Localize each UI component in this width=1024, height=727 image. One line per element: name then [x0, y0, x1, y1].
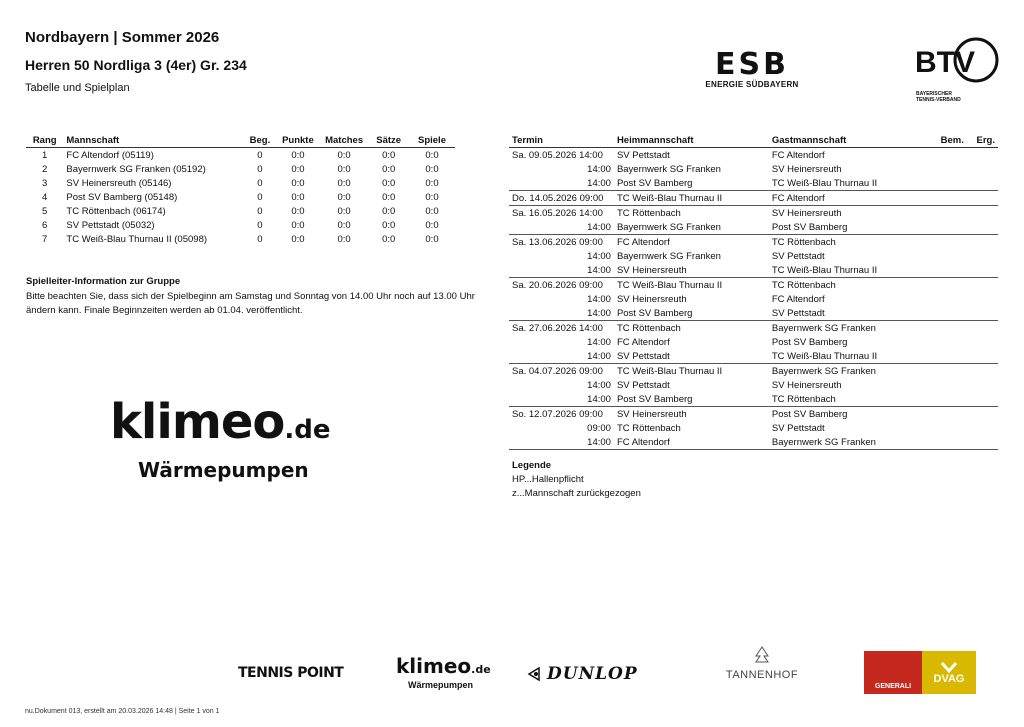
- schedule-row: [509, 176, 998, 191]
- schedule-header-erg: Erg.: [967, 133, 998, 148]
- btv-logo: [912, 36, 1002, 102]
- schedule-cell-gast: SV Pettstadt: [771, 250, 825, 262]
- standings-cell-rang: 4: [42, 191, 48, 203]
- schedule-cell-gast: SV Pettstadt: [769, 306, 923, 321]
- tannenhof-logo-text: TANNENHOF: [725, 669, 799, 681]
- schedule-cell-termin: Sa. 04.07.2026 09:00: [512, 365, 603, 377]
- standings-cell-spiele: 0:0: [425, 163, 439, 175]
- standings-table: [26, 133, 455, 246]
- schedule-cell-gast: TC Weiß-Blau Thurnau II: [769, 263, 923, 278]
- standings-row: [26, 162, 455, 176]
- standings-cell-spiele: 0:0: [425, 205, 439, 217]
- schedule-row: [509, 263, 998, 278]
- schedule-cell-bem: [923, 321, 967, 336]
- schedule-row: [509, 235, 998, 250]
- standings-cell-matches: 0:0: [337, 163, 351, 175]
- legend-item-z: z...Mannschaft zurückgezogen: [512, 488, 641, 499]
- schedule-row: [509, 278, 998, 293]
- schedule-row: [509, 378, 998, 392]
- standings-cell-rang: 6: [42, 219, 48, 231]
- standings-row: [26, 148, 455, 163]
- standings-cell-mannschaft: Post SV Bamberg (05148): [66, 191, 178, 203]
- standings-cell-matches: 0:0: [337, 149, 351, 161]
- btv-logo-sub2: TENNIS-VERBAND: [916, 97, 961, 103]
- schedule-header-row: [509, 133, 998, 148]
- schedule-cell-bem: [923, 364, 967, 379]
- schedule-cell-bem: [923, 148, 967, 163]
- schedule-cell-termin: Do. 14.05.2026 09:00: [509, 191, 614, 206]
- tannenhof-tree-icon: [754, 646, 770, 664]
- schedule-header-gast: Gastmannschaft: [769, 133, 923, 148]
- standings-cell-rang: 7: [42, 233, 48, 245]
- schedule-cell-termin: So. 12.07.2026 09:00: [512, 408, 603, 420]
- schedule-cell-bem: [923, 392, 967, 407]
- info-text-line1: Bitte beachten Sie, dass sich der Spielbeginn am Samstag und Sonntag von 14.00 Uhr noch auf 13.00 Uhr: [26, 291, 475, 302]
- schedule-row: [509, 435, 998, 450]
- schedule-cell-heim: Post SV Bamberg: [614, 306, 769, 321]
- standings-cell-punkte: 0:0: [291, 149, 305, 161]
- standings-cell-saetze: 0:0: [382, 163, 396, 175]
- schedule-cell-bem: [923, 206, 967, 221]
- schedule-cell-heim: Bayernwerk SG Franken: [616, 250, 721, 262]
- dunlop-logo-text: DUNLOP: [547, 664, 638, 684]
- standings-cell-beg: 0: [257, 205, 263, 217]
- schedule-row: [509, 335, 998, 349]
- standings-cell-spiele: 0:0: [425, 149, 439, 161]
- schedule-cell-heim: SV Heinersreuth: [614, 263, 769, 278]
- standings-row: [26, 204, 455, 218]
- info-text-line2: ändern kann. Finale Beginnzeiten werden ab 01.04. veröffentlicht.: [26, 305, 303, 316]
- standings-header-mannschaft: Mannschaft: [63, 133, 243, 148]
- btv-logo-sub1: BAYERISCHER: [916, 91, 952, 97]
- standings-cell-rang: 1: [42, 149, 48, 161]
- standings-cell-mannschaft: SV Heinersreuth (05146): [66, 177, 172, 189]
- schedule-row: [509, 306, 998, 321]
- schedule-cell-termin: 14:00: [587, 336, 611, 348]
- schedule-cell-gast: TC Weiß-Blau Thurnau II: [769, 349, 923, 364]
- btv-logo-main: BTV: [915, 46, 975, 79]
- schedule-cell-termin: 14:00: [509, 349, 614, 364]
- dvag-chevron-icon: [940, 661, 958, 673]
- schedule-cell-heim: SV Heinersreuth: [616, 408, 687, 420]
- schedule-cell-bem: [923, 378, 967, 392]
- schedule-cell-bem: [923, 335, 967, 349]
- schedule-cell-erg: [967, 249, 998, 263]
- standings-cell-saetze: 0:0: [382, 219, 396, 231]
- schedule-cell-termin: 14:00: [509, 176, 614, 191]
- sponsor-klimeo-logo: [396, 654, 491, 690]
- schedule-row: [509, 364, 998, 379]
- sponsor-tennispoint-logo: [238, 660, 353, 686]
- schedule-cell-heim: FC Altendorf: [616, 236, 670, 248]
- standings-cell-mannschaft: TC Röttenbach (06174): [66, 205, 166, 217]
- schedule-cell-gast: TC Röttenbach: [769, 392, 923, 407]
- schedule-cell-erg: [967, 378, 998, 392]
- schedule-cell-erg: [967, 435, 998, 450]
- schedule-cell-heim: SV Pettstadt: [614, 349, 769, 364]
- schedule-cell-bem: [923, 191, 967, 206]
- schedule-cell-erg: [967, 176, 998, 191]
- standings-cell-rang: 5: [42, 205, 48, 217]
- schedule-cell-heim: TC Weiß-Blau Thurnau II: [616, 365, 723, 377]
- dunlop-arrow-icon: [527, 666, 547, 682]
- schedule-cell-termin: 14:00: [587, 250, 611, 262]
- schedule-cell-erg: [967, 407, 998, 422]
- schedule-header-heim: Heimmannschaft: [614, 133, 769, 148]
- schedule-cell-erg: [967, 278, 998, 293]
- standings-cell-matches: 0:0: [337, 205, 351, 217]
- standings-cell-matches: 0:0: [337, 177, 351, 189]
- schedule-cell-erg: [967, 421, 998, 435]
- schedule-row: [509, 349, 998, 364]
- generali-logo-text: GENERALI: [874, 683, 912, 690]
- schedule-cell-termin: Sa. 27.06.2026 14:00: [512, 322, 603, 334]
- footer-text: nu.Dokument 013, erstellt am 20.03.2026 14:48 | Seite 1 von 1: [25, 708, 220, 715]
- schedule-cell-gast: TC Röttenbach: [771, 279, 836, 291]
- schedule-row: [509, 220, 998, 235]
- schedule-cell-erg: [967, 148, 998, 163]
- btv-logo-mark: [912, 36, 1002, 86]
- schedule-cell-erg: [967, 364, 998, 379]
- schedule-cell-bem: [923, 263, 967, 278]
- standings-row: [26, 176, 455, 190]
- standings-header-punkte: Punkte: [276, 133, 320, 148]
- schedule-cell-bem: [923, 306, 967, 321]
- klimeo-logo-word: klimeo: [110, 394, 285, 450]
- info-title: Spielleiter-Information zur Gruppe: [26, 276, 181, 287]
- standings-cell-saetze: 0:0: [382, 205, 396, 217]
- standings-cell-beg: 0: [257, 233, 263, 245]
- sponsor-generali-logo: [864, 651, 922, 694]
- schedule-cell-termin: Sa. 09.05.2026 14:00: [512, 149, 603, 161]
- schedule-row: [509, 321, 998, 336]
- schedule-cell-heim: SV Pettstadt: [616, 379, 670, 391]
- schedule-cell-heim: FC Altendorf: [614, 435, 769, 450]
- schedule-row: [509, 292, 998, 306]
- schedule-cell-termin: 14:00: [509, 392, 614, 407]
- standings-cell-matches: 0:0: [337, 219, 351, 231]
- standings-cell-mannschaft: SV Pettstadt (05032): [66, 219, 155, 231]
- schedule-cell-gast: SV Pettstadt: [771, 422, 825, 434]
- info-text: [26, 290, 506, 318]
- schedule-row: [509, 206, 998, 221]
- standings-cell-beg: 0: [257, 191, 263, 203]
- schedule-cell-termin: 09:00: [587, 422, 611, 434]
- schedule-cell-bem: [923, 435, 967, 450]
- schedule-row: [509, 191, 998, 206]
- sponsor-dunlop-logo: [527, 662, 679, 686]
- schedule-row: [509, 148, 998, 163]
- standings-cell-punkte: 0:0: [291, 163, 305, 175]
- schedule-cell-termin: Sa. 13.06.2026 09:00: [512, 236, 603, 248]
- schedule-cell-erg: [967, 206, 998, 221]
- schedule-cell-gast: Post SV Bamberg: [771, 408, 848, 420]
- esb-logo-sub: ENERGIE SÜDBAYERN: [705, 80, 799, 89]
- klimeo-logo: [110, 394, 350, 482]
- schedule-cell-erg: [967, 235, 998, 250]
- schedule-header-termin: Termin: [509, 133, 614, 148]
- schedule-cell-gast: TC Röttenbach: [771, 236, 836, 248]
- schedule-cell-termin: 14:00: [509, 435, 614, 450]
- schedule-cell-bem: [923, 407, 967, 422]
- schedule-cell-termin: 14:00: [509, 306, 614, 321]
- standings-cell-mannschaft: FC Altendorf (05119): [66, 149, 154, 161]
- standings-cell-saetze: 0:0: [382, 149, 396, 161]
- schedule-cell-gast: Post SV Bamberg: [771, 336, 848, 348]
- standings-cell-mannschaft: TC Weiß-Blau Thurnau II (05098): [66, 233, 208, 245]
- league-title: Herren 50 Nordliga 3 (4er) Gr. 234: [25, 57, 247, 73]
- schedule-cell-gast: FC Altendorf: [771, 149, 825, 161]
- standings-cell-beg: 0: [257, 219, 263, 231]
- dvag-logo-text: DVAG: [933, 672, 965, 685]
- standings-cell-matches: 0:0: [337, 191, 351, 203]
- schedule-cell-heim: TC Weiß-Blau Thurnau II: [616, 279, 723, 291]
- legend-item-hp: HP...Hallenpflicht: [512, 474, 584, 485]
- schedule-cell-erg: [967, 392, 998, 407]
- schedule-cell-bem: [923, 235, 967, 250]
- schedule-cell-erg: [967, 335, 998, 349]
- esb-logo-main: ESB: [715, 47, 789, 82]
- standings-cell-saetze: 0:0: [382, 233, 396, 245]
- page-subtitle: Tabelle und Spielplan: [25, 82, 130, 94]
- schedule-cell-termin: Sa. 16.05.2026 14:00: [512, 207, 603, 219]
- schedule-cell-heim: Bayernwerk SG Franken: [614, 220, 769, 235]
- schedule-cell-bem: [923, 162, 967, 176]
- schedule-cell-heim: TC Röttenbach: [616, 422, 681, 434]
- schedule-cell-bem: [923, 249, 967, 263]
- legend-title: Legende: [512, 460, 552, 471]
- standings-cell-saetze: 0:0: [382, 191, 396, 203]
- schedule-cell-gast: TC Weiß-Blau Thurnau II: [769, 176, 923, 191]
- klimeo-logo-sub: Wärmepumpen: [138, 458, 309, 482]
- standings-cell-matches: 0:0: [337, 233, 351, 245]
- schedule-cell-bem: [923, 176, 967, 191]
- schedule-row: [509, 249, 998, 263]
- schedule-cell-heim: FC Altendorf: [616, 336, 670, 348]
- standings-cell-beg: 0: [257, 177, 263, 189]
- standings-cell-spiele: 0:0: [425, 191, 439, 203]
- standings-cell-punkte: 0:0: [291, 191, 305, 203]
- schedule-cell-gast: Bayernwerk SG Franken: [769, 435, 923, 450]
- schedule-cell-gast: FC Altendorf: [771, 293, 825, 305]
- sponsor-klimeo-tld: .de: [471, 663, 491, 676]
- standings-header-spiele: Spiele: [409, 133, 455, 148]
- schedule-cell-bem: [923, 220, 967, 235]
- schedule-cell-termin: 14:00: [587, 163, 611, 175]
- standings-row: [26, 232, 455, 246]
- schedule-cell-heim: Bayernwerk SG Franken: [616, 163, 721, 175]
- schedule-cell-erg: [967, 162, 998, 176]
- schedule-cell-gast: SV Heinersreuth: [771, 163, 842, 175]
- schedule-cell-gast: Bayernwerk SG Franken: [771, 365, 876, 377]
- schedule-table: [509, 133, 998, 450]
- schedule-cell-bem: [923, 421, 967, 435]
- tennispoint-logo-text: TENNIS POINT: [238, 665, 344, 681]
- schedule-cell-erg: [967, 321, 998, 336]
- standings-header-saetze: Sätze: [368, 133, 409, 148]
- schedule-cell-termin: 14:00: [509, 220, 614, 235]
- schedule-cell-heim: SV Heinersreuth: [616, 293, 687, 305]
- schedule-cell-gast: Bayernwerk SG Franken: [771, 322, 876, 334]
- schedule-row: [509, 407, 998, 422]
- standings-cell-spiele: 0:0: [425, 219, 439, 231]
- schedule-cell-heim: Post SV Bamberg: [614, 176, 769, 191]
- schedule-cell-heim: TC Röttenbach: [616, 322, 681, 334]
- schedule-cell-gast: Post SV Bamberg: [769, 220, 923, 235]
- schedule-cell-erg: [967, 349, 998, 364]
- standings-cell-spiele: 0:0: [425, 177, 439, 189]
- klimeo-logo-tld: .de: [284, 415, 331, 445]
- schedule-cell-bem: [923, 349, 967, 364]
- standings-cell-beg: 0: [257, 163, 263, 175]
- schedule-cell-heim: SV Pettstadt: [616, 149, 670, 161]
- sponsor-dvag-logo: [922, 651, 976, 694]
- standings-cell-rang: 2: [42, 163, 48, 175]
- standings-header-row: [26, 133, 455, 148]
- standings-header-beg: Beg.: [244, 133, 276, 148]
- standings-row: [26, 218, 455, 232]
- page-title: Nordbayern | Sommer 2026: [25, 29, 220, 46]
- schedule-cell-bem: [923, 292, 967, 306]
- schedule-cell-heim: TC Röttenbach: [616, 207, 681, 219]
- schedule-cell-termin: 14:00: [509, 263, 614, 278]
- schedule-row: [509, 162, 998, 176]
- klimeo-logo-main: [110, 394, 350, 458]
- standings-row: [26, 190, 455, 204]
- schedule-header-bem: Bem.: [923, 133, 967, 148]
- schedule-cell-termin: 14:00: [587, 293, 611, 305]
- schedule-cell-bem: [923, 278, 967, 293]
- schedule-cell-gast: SV Heinersreuth: [771, 207, 842, 219]
- standings-cell-beg: 0: [257, 149, 263, 161]
- schedule-cell-termin: 14:00: [587, 379, 611, 391]
- standings-cell-punkte: 0:0: [291, 205, 305, 217]
- standings-cell-spiele: 0:0: [425, 233, 439, 245]
- schedule-cell-termin: Sa. 20.06.2026 09:00: [512, 279, 603, 291]
- schedule-cell-heim: Post SV Bamberg: [614, 392, 769, 407]
- schedule-row: [509, 392, 998, 407]
- schedule-cell-erg: [967, 263, 998, 278]
- esb-logo: [700, 47, 804, 92]
- standings-cell-rang: 3: [42, 177, 48, 189]
- standings-header-matches: Matches: [320, 133, 368, 148]
- schedule-cell-erg: [967, 220, 998, 235]
- schedule-cell-gast: FC Altendorf: [769, 191, 923, 206]
- standings-cell-mannschaft: Bayernwerk SG Franken (05192): [66, 163, 206, 175]
- standings-cell-saetze: 0:0: [382, 177, 396, 189]
- standings-header-rang: Rang: [26, 133, 63, 148]
- schedule-cell-gast: SV Heinersreuth: [771, 379, 842, 391]
- schedule-cell-erg: [967, 191, 998, 206]
- standings-cell-punkte: 0:0: [291, 219, 305, 231]
- schedule-row: [509, 421, 998, 435]
- sponsor-klimeo-main: [396, 654, 491, 680]
- schedule-cell-heim: TC Weiß-Blau Thurnau II: [614, 191, 769, 206]
- sponsor-tannenhof-logo: [718, 646, 806, 690]
- standings-cell-punkte: 0:0: [291, 177, 305, 189]
- schedule-cell-erg: [967, 292, 998, 306]
- sponsor-klimeo-word: klimeo: [396, 654, 472, 678]
- schedule-cell-erg: [967, 306, 998, 321]
- standings-cell-punkte: 0:0: [291, 233, 305, 245]
- sponsor-klimeo-sub: Wärmepumpen: [408, 680, 474, 690]
